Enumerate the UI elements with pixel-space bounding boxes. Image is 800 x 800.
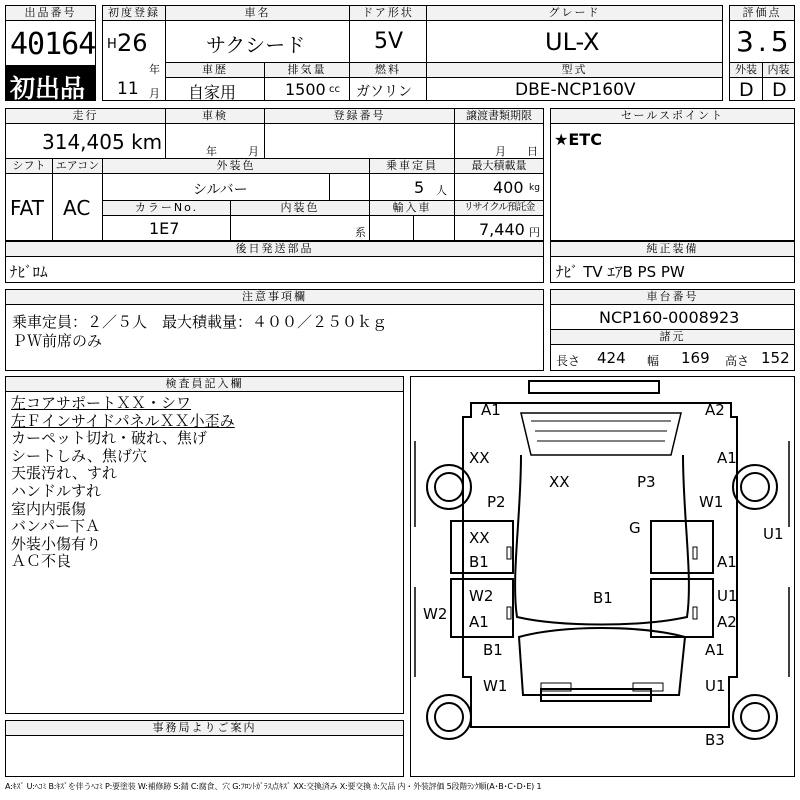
inspector-line: バンパー下Ａ (11, 517, 100, 536)
capacity: 5 (414, 178, 425, 197)
car-name-cell (165, 20, 350, 63)
exterior-color: シルバー (193, 182, 248, 198)
fuel-cell (349, 77, 427, 101)
specs-label: 諸元 (550, 329, 795, 345)
model: DBE-NCP160V (515, 80, 636, 100)
inspector-line: ハンドルすれ (11, 481, 102, 500)
lot-number: 40164 (10, 27, 96, 62)
mark-G-windshield: G (629, 519, 641, 537)
inspection-month-unit: 月 (248, 145, 259, 158)
mark-W2-left-side: W2 (423, 605, 448, 623)
model-label: 型式 (426, 62, 723, 78)
inspector-label: 検査員記入欄 (5, 376, 404, 392)
ac-cell (52, 173, 103, 241)
max-load: 400 (493, 178, 524, 197)
displacement-label: 排気量 (264, 62, 350, 78)
plate-cell (264, 123, 455, 159)
transfer-month-unit: 月 (495, 145, 506, 158)
later-parts-cell (5, 256, 544, 283)
import-cell (369, 215, 455, 241)
exterior-color-label: 外装色 (102, 158, 370, 174)
mark-A2-front-right: A2 (705, 401, 725, 419)
sales-point: ★ETC (554, 130, 602, 149)
max-load-cell (454, 173, 544, 201)
mark-W2-left-rear-door: W2 (469, 587, 494, 605)
legend-footer: A:ｷｽﾞ U:ﾍｺﾐ B:ｷｽﾞを伴うﾍｺﾐ P:要塗装 W:補修跡 S:錆 C:腐食、穴 G:ﾌﾛﾝﾄｶﾞﾗｽ点ｷｽﾞ XX:交換済み X:要交換 ｶ:欠品 内・外装評価 5段階ﾗﾝｸ順(A･B･C･D･E) 1 (5, 782, 542, 791)
score-label: 評価点 (729, 5, 795, 21)
interior-color-cell (230, 215, 370, 241)
exterior-grade-cell (729, 77, 763, 101)
transfer-deadline-label: 譲渡書類期限 (454, 108, 544, 124)
height-value: 152 (761, 349, 790, 367)
notes-label: 注意事項欄 (5, 289, 544, 305)
score-cell (729, 20, 795, 63)
mark-W1-right-pillar: W1 (699, 493, 724, 511)
lot-number-cell (5, 20, 96, 66)
car-name: サクシード (206, 33, 306, 57)
equipment: ﾅﾋﾞ TV ｴｱB PS PW (556, 263, 685, 281)
displacement: 1500 (285, 80, 326, 99)
inspector-line: 左コアサポートＸＸ・シワ (11, 394, 192, 412)
transfer-deadline-cell (454, 123, 544, 159)
mark-P3-hood: P3 (637, 473, 656, 491)
color-no-label: カラーNo. (102, 200, 231, 216)
mileage: 314,405 km (42, 130, 163, 154)
mark-A2-right-rear-door: A2 (717, 613, 737, 631)
shift-cell (5, 173, 53, 241)
equipment-cell (550, 256, 795, 283)
later-parts-label: 後日発送部品 (5, 241, 544, 257)
chassis-label: 車台番号 (550, 289, 795, 305)
mark-A1-front-left: A1 (481, 401, 501, 419)
yen-unit: 円 (529, 226, 540, 239)
mark-A1-left-rear-door: A1 (469, 613, 489, 631)
fuel-label: 燃料 (349, 62, 427, 78)
inspection-label: 車検 (165, 108, 265, 124)
mark-W1-left-rear: W1 (483, 677, 508, 695)
chassis-number: NCP160-0008923 (599, 308, 740, 327)
notes-cell (5, 304, 544, 371)
interior-color-unit: 系 (355, 226, 366, 239)
shift: FAT (10, 196, 45, 220)
interior-color-label: 内装色 (230, 200, 370, 216)
inspector-cell (5, 391, 404, 714)
person-unit: 人 (436, 184, 447, 197)
registration-year: 26 (117, 29, 148, 57)
exterior-color-cell (102, 173, 370, 201)
import-label: 輸入車 (369, 200, 455, 216)
damage-diagram (410, 376, 795, 777)
sales-point-cell (550, 123, 795, 241)
max-load-label: 最大積載量 (454, 158, 544, 174)
chassis-cell (550, 304, 795, 330)
length-value: 424 (597, 349, 626, 367)
mark-P2-left-pillar: P2 (487, 493, 506, 511)
mark-A1-right-front-door: A1 (717, 553, 737, 571)
plate-label: 登録番号 (264, 108, 455, 124)
mileage-cell (5, 123, 166, 159)
height-label: 高さ (725, 354, 750, 368)
notes-line-2: ＰＷ前席のみ (12, 332, 103, 350)
first-listing-badge (5, 65, 96, 101)
car-outline-svg (411, 377, 794, 776)
door-cell (349, 20, 427, 63)
mark-B1-left-quarter: B1 (483, 641, 503, 659)
shift-label: シフト (5, 158, 53, 174)
displacement-cell (264, 77, 350, 101)
interior-grade: D (772, 79, 787, 101)
recycle-amount: 7,440 (479, 220, 525, 239)
history: 自家用 (188, 83, 237, 102)
history-label: 車歴 (165, 62, 265, 78)
doors: 5V (374, 29, 404, 54)
score: 3.5 (736, 25, 793, 58)
inspector-line: 左ＦインサイドパネルＸＸ小歪み (11, 411, 235, 430)
notes-line-1: 乗車定員：２／５人 最大積載量：４００／２５０ｋｇ (12, 313, 388, 331)
inspector-line: シートしみ、焦げ穴 (11, 446, 147, 465)
ac: AC (63, 196, 91, 220)
lot-number-label: 出品番号 (5, 5, 96, 21)
first-listing-text: 初出品 (10, 74, 86, 103)
grade-cell (426, 20, 723, 63)
registration-month: 11 (117, 79, 139, 99)
office-label: 事務局よりご案内 (5, 720, 404, 736)
mark-XX-left-fender: XX (469, 449, 490, 467)
registration-label: 初度登録 (102, 5, 166, 21)
color-no-cell (102, 215, 231, 241)
transfer-day-unit: 日 (527, 145, 538, 158)
exterior-grade-label: 外装 (729, 62, 763, 78)
inspection-year-unit: 年 (206, 145, 217, 158)
length-label: 長さ (556, 354, 581, 368)
mark-A1-right-fender: A1 (717, 449, 737, 467)
inspector-line: カーペット切れ・破れ、焦げ (11, 429, 207, 448)
mark-B1-left-front-door: B1 (469, 553, 489, 571)
model-cell (426, 77, 723, 101)
kg-unit: kg (529, 183, 540, 193)
mileage-label: 走行 (5, 108, 166, 124)
mark-U1-right-rear-door: U1 (717, 587, 738, 605)
inspector-line: 室内内張傷 (11, 499, 87, 518)
recycle-cell (454, 215, 544, 241)
grade-label: グレード (426, 5, 723, 21)
office-cell (5, 735, 404, 777)
cc-unit: cc (329, 84, 340, 95)
interior-grade-label: 内装 (762, 62, 795, 78)
inspection-cell (165, 123, 265, 159)
width-value: 169 (681, 349, 710, 367)
mark-B3-rear-bumper: B3 (705, 731, 725, 749)
grade: UL-X (545, 28, 600, 56)
inspector-line: 外装小傷有り (11, 534, 102, 553)
exterior-grade: D (739, 79, 754, 101)
year-unit: 年 (149, 63, 160, 76)
sales-point-label: セールスポイント (550, 108, 795, 124)
color-no: 1E7 (149, 219, 180, 238)
month-unit: 月 (149, 87, 160, 100)
registration-cell (102, 20, 166, 101)
equipment-label: 純正装備 (550, 241, 795, 257)
registration-era: H (107, 37, 117, 52)
capacity-cell (369, 173, 455, 201)
mark-B1-roof: B1 (593, 589, 613, 607)
mark-XX-left-front-door: XX (469, 529, 490, 547)
mark-XX-hood: XX (549, 473, 570, 491)
history-cell (165, 77, 265, 101)
recycle-label: リサイクル預託金 (454, 200, 544, 216)
interior-grade-cell (762, 77, 795, 101)
fuel: ガソリン (356, 84, 412, 100)
capacity-label: 乗車定員 (369, 158, 455, 174)
later-parts: ﾅﾋﾞﾛﾑ (10, 263, 48, 281)
inspector-line: 天張汚れ、すれ (11, 464, 117, 483)
mark-U1-right-rear: U1 (705, 677, 726, 695)
door-label: ドア形状 (349, 5, 427, 21)
mark-U1-right-side: U1 (763, 525, 784, 543)
inspector-line: ＡＣ不良 (11, 552, 72, 571)
ac-label: エアコン (52, 158, 103, 174)
mark-A1-right-quarter: A1 (705, 641, 725, 659)
specs-cell (550, 344, 795, 371)
car-name-label: 車名 (165, 5, 350, 21)
width-label: 幅 (647, 354, 660, 368)
